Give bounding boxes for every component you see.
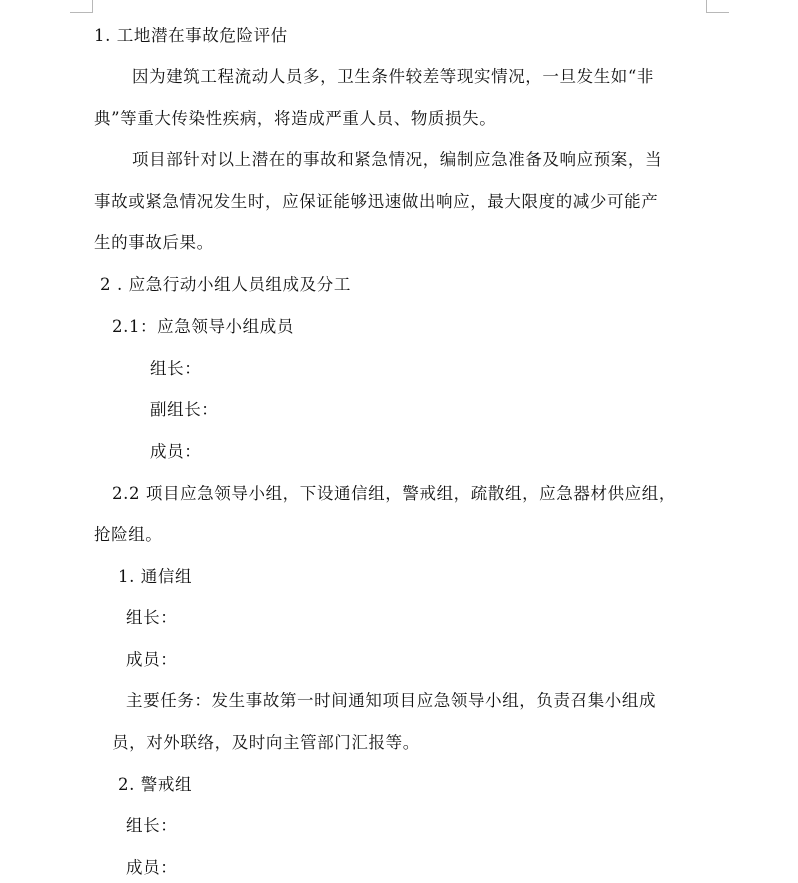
margin-corner-mark-top-right: [706, 0, 729, 13]
paragraph-line: 生的事故后果。: [94, 233, 214, 252]
field-label-members: 成员：: [126, 858, 178, 877]
subsection-heading-2-1: 2.1：应急领导小组成员: [112, 317, 294, 336]
paragraph-line: 事故或紧急情况发生时，应保证能够迅速做出响应，最大限度的减少可能产: [94, 192, 659, 211]
paragraph-line: 因为建筑工程流动人员多，卫生条件较差等现实情况，一旦发生如“非: [132, 67, 655, 86]
field-label-leader: 组长：: [126, 608, 178, 627]
paragraph-line: 项目部针对以上潜在的事故和紧急情况，编制应急准备及响应预案，当: [132, 150, 663, 169]
field-label-members: 成员：: [126, 650, 178, 669]
field-label-leader: 组长：: [126, 816, 178, 835]
field-label-members: 成员：: [150, 442, 202, 461]
group-heading-communication: 1. 通信组: [118, 567, 193, 586]
field-label-deputy-leader: 副组长：: [150, 400, 219, 419]
paragraph-line: 抢险组。: [94, 525, 163, 544]
group-heading-guard: 2. 警戒组: [118, 775, 193, 794]
margin-corner-mark-top-left: [70, 0, 93, 13]
paragraph-line: 典”等重大传染性疾病，将造成严重人员、物质损失。: [94, 109, 497, 128]
paragraph-line: 主要任务：发生事故第一时间通知项目应急领导小组，负责召集小组成: [126, 691, 657, 710]
field-label-leader: 组长：: [150, 359, 202, 378]
subsection-heading-2-2: 2.2 项目应急领导小组，下设通信组，警戒组，疏散组，应急器材供应组，: [112, 484, 676, 503]
section-heading-2: 2 . 应急行动小组人员组成及分工: [100, 275, 351, 294]
paragraph-line: 员，对外联络，及时向主管部门汇报等。: [112, 733, 420, 752]
section-heading-1: 1. 工地潜在事故危险评估: [94, 26, 288, 45]
